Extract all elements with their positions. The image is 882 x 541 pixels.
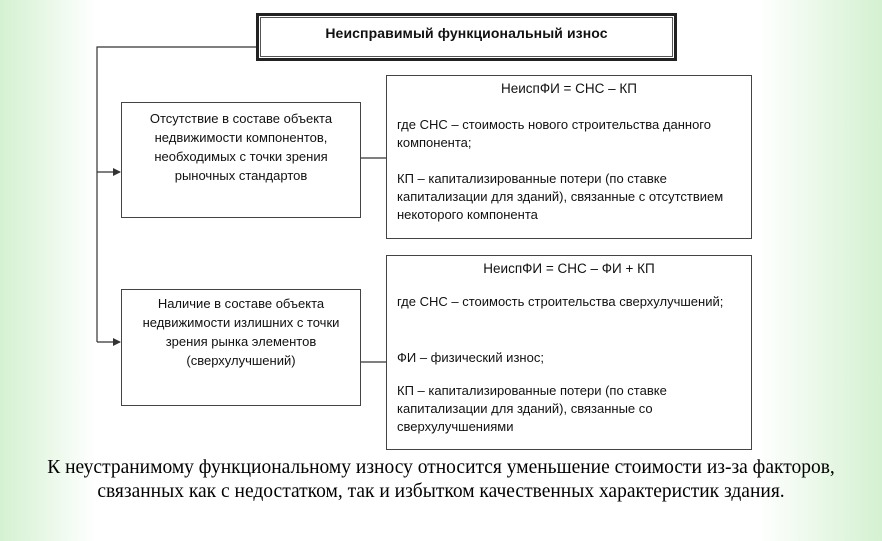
definition-item: КП – капитализированные потери (по ставке капитализации для зданий), связанные с отсутствием некоторого компонента (397, 171, 724, 222)
definition-item: КП – капитализированные потери (по ставке капитализации для зданий), связанные со сверхулучшениями (397, 383, 667, 434)
definition-item: где СНС – стоимость нового строительства данного компонента; (397, 117, 711, 150)
definition-item: ФИ – физический износ; (397, 350, 544, 365)
caption: К неустранимому функциональному износу относится уменьшение стоимости из-за факторов, связанных как с недостатком, так и избытком качественных характеристик здания. (47, 457, 835, 502)
condition-text: Отсутствие в составе объекта недвижимости компонентов, необходимых с точки зрения рыночных стандартов (149, 111, 333, 183)
title-box (256, 13, 677, 61)
condition-box-superadequacy (121, 289, 361, 406)
condition-text: Наличие в составе объекта недвижимости излишних с точки зрения рынка элементов (сверхулучшений) (142, 296, 340, 368)
definition-item: где СНС – стоимость строительства сверхулучшений; (397, 294, 724, 309)
condition-box-missing-components (121, 102, 361, 218)
formula-box-missing-components (386, 75, 752, 239)
formula-box-superadequacy (386, 255, 752, 450)
formula-text: НеиспФИ = СНС – ФИ + КП (483, 261, 655, 276)
formula-text: НеиспФИ = СНС – КП (500, 81, 638, 96)
diagram-title: Неисправимый функциональный износ (325, 25, 608, 41)
